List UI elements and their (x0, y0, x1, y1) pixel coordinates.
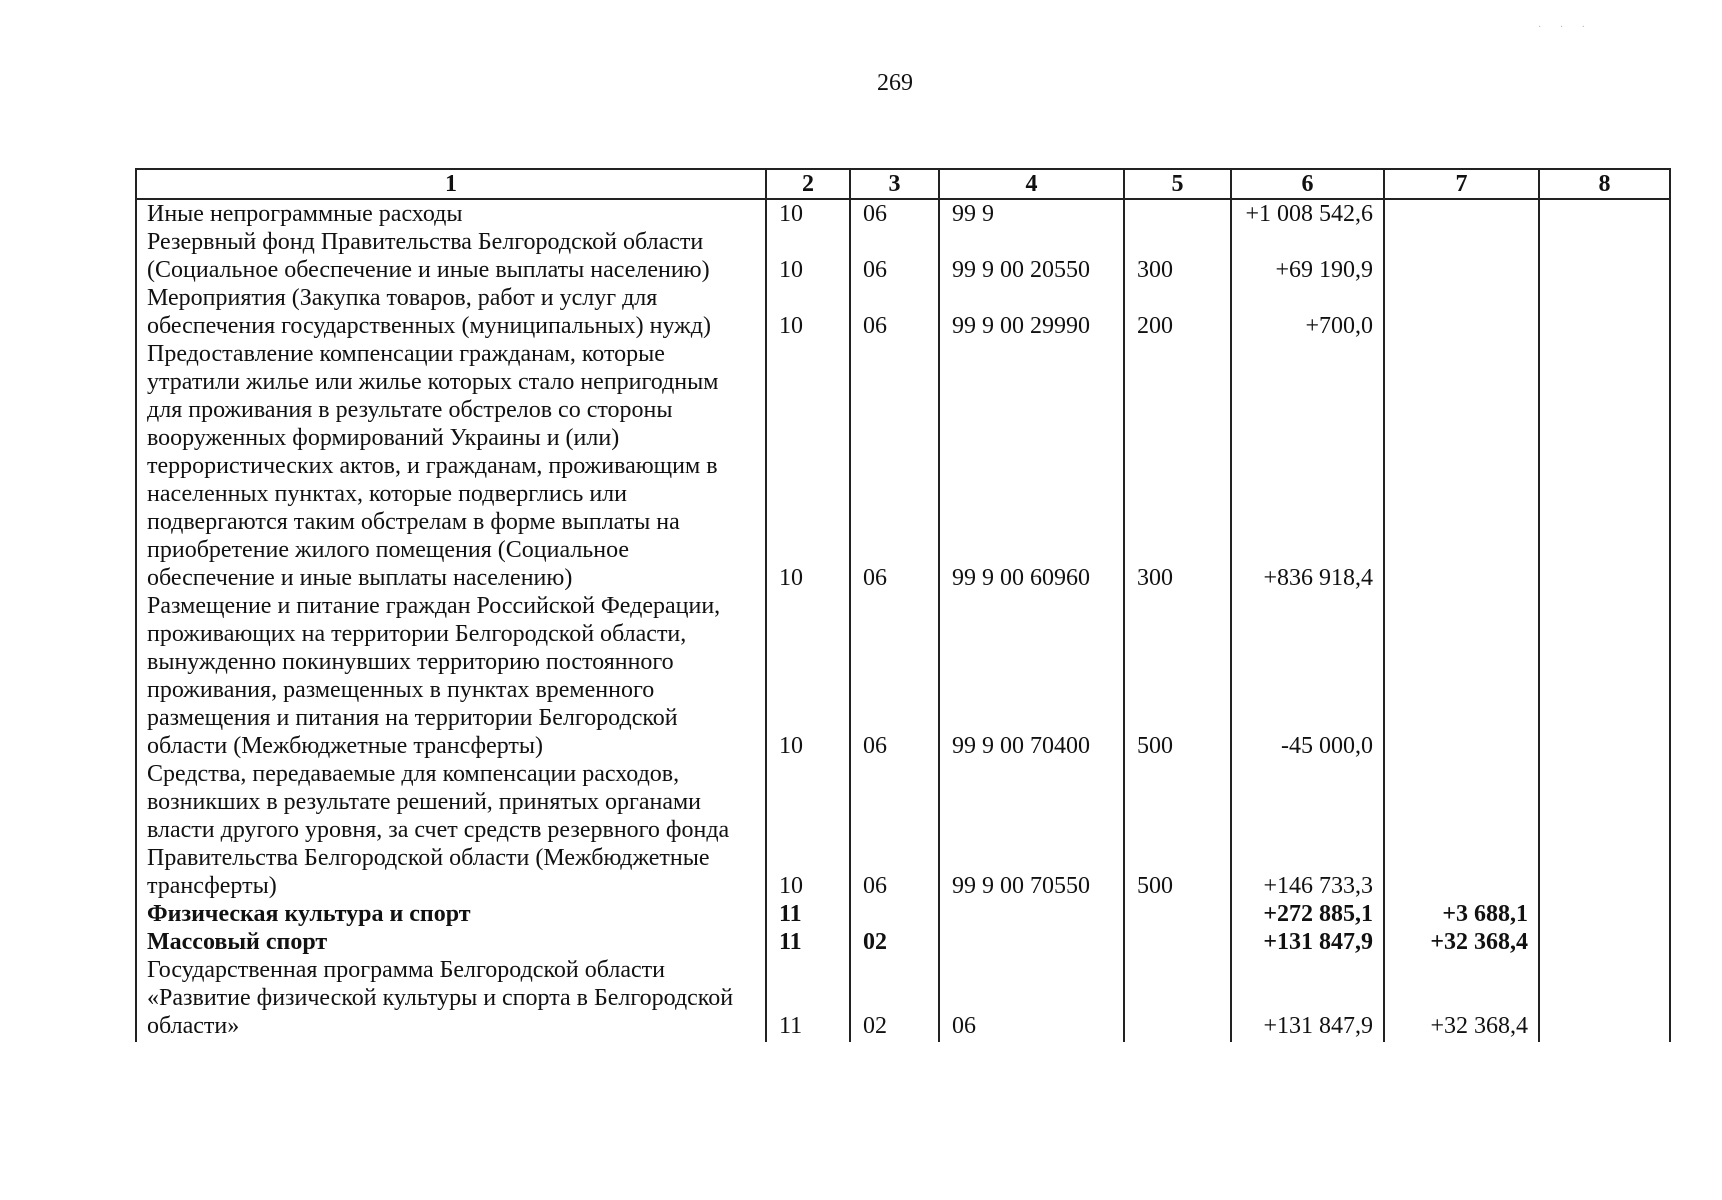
row-section: 11 (766, 928, 850, 956)
row-amount-col7 (1384, 592, 1539, 760)
row-amount-col6: +131 847,9 (1231, 928, 1384, 956)
row-subsection: 02 (850, 928, 939, 956)
row-description: Предоставление компенсации гражданам, которые утратили жилье или жилье которых стало непригодным для проживания в результате обстрелов со стороны вооруженных формирований Украины и (или) террористических актов, и гражданам, проживающим в населенных пунктах, которые подверглись или подвергаются таким обстрелам в форме выплаты на приобретение жилого помещения (Социальное обеспечение и иные выплаты населению) (136, 340, 766, 592)
table-row (136, 956, 1670, 1042)
header-col-4: 4 (939, 169, 1124, 199)
row-expense-type: 500 (1124, 760, 1231, 900)
row-section: 10 (766, 760, 850, 900)
header-col-7: 7 (1384, 169, 1539, 199)
row-amount-col8 (1539, 956, 1670, 1042)
row-section: 10 (766, 284, 850, 340)
row-subsection: 06 (850, 592, 939, 760)
row-subsection: 02 (850, 956, 939, 1042)
row-target-article: 99 9 00 20550 (939, 228, 1124, 284)
header-col-8: 8 (1539, 169, 1670, 199)
row-subsection: 06 (850, 284, 939, 340)
row-subsection: 06 (850, 199, 939, 228)
budget-table (135, 168, 1671, 1042)
row-amount-col7 (1384, 228, 1539, 284)
row-amount-col6: -45 000,0 (1231, 592, 1384, 760)
row-expense-type (1124, 900, 1231, 928)
row-expense-type (1124, 199, 1231, 228)
row-amount-col7: +3 688,1 (1384, 900, 1539, 928)
row-amount-col6: +69 190,9 (1231, 228, 1384, 284)
row-description: Государственная программа Белгородской области «Развитие физической культуры и спорта в Белгородской области» (136, 956, 766, 1042)
page-number: 269 (877, 70, 913, 96)
row-amount-col8 (1539, 592, 1670, 760)
row-subsection: 06 (850, 340, 939, 592)
table-row (136, 228, 1670, 284)
row-amount-col6: +131 847,9 (1231, 956, 1384, 1042)
row-section: 11 (766, 900, 850, 928)
header-col-5: 5 (1124, 169, 1231, 199)
row-section: 11 (766, 956, 850, 1042)
row-amount-col8 (1539, 228, 1670, 284)
table-header-row (136, 169, 1670, 199)
row-amount-col6: +1 008 542,6 (1231, 199, 1384, 228)
row-amount-col6: +700,0 (1231, 284, 1384, 340)
table-row (136, 199, 1670, 228)
row-section: 10 (766, 592, 850, 760)
row-expense-type: 300 (1124, 340, 1231, 592)
row-amount-col7 (1384, 199, 1539, 228)
scan-specks: · · · (1538, 22, 1593, 33)
row-amount-col8 (1539, 928, 1670, 956)
row-amount-col8 (1539, 760, 1670, 900)
row-expense-type: 300 (1124, 228, 1231, 284)
row-target-article: 99 9 00 60960 (939, 340, 1124, 592)
row-target-article: 99 9 (939, 199, 1124, 228)
row-section: 10 (766, 340, 850, 592)
row-description: Средства, передаваемые для компенсации расходов, возникших в результате решений, принятых органами власти другого уровня, за счет средств резервного фонда Правительства Белгородской области (Межбюджетные трансферты) (136, 760, 766, 900)
row-amount-col7 (1384, 760, 1539, 900)
row-subsection: 06 (850, 228, 939, 284)
row-expense-type (1124, 956, 1231, 1042)
row-subsection (850, 900, 939, 928)
row-expense-type: 500 (1124, 592, 1231, 760)
row-target-article: 99 9 00 70550 (939, 760, 1124, 900)
row-description: Иные непрограммные расходы (136, 199, 766, 228)
row-target-article: 99 9 00 70400 (939, 592, 1124, 760)
table-row (136, 928, 1670, 956)
row-expense-type (1124, 928, 1231, 956)
row-amount-col6: +836 918,4 (1231, 340, 1384, 592)
row-target-article (939, 900, 1124, 928)
table-body (136, 199, 1670, 1042)
row-section: 10 (766, 228, 850, 284)
row-description: Массовый спорт (136, 928, 766, 956)
header-col-6: 6 (1231, 169, 1384, 199)
row-expense-type: 200 (1124, 284, 1231, 340)
row-description: Размещение и питание граждан Российской Федерации, проживающих на территории Белгородской области, вынужденно покинувших территорию постоянного проживания, размещенных в пунктах временного размещения и питания на территории Белгородской области (Межбюджетные трансферты) (136, 592, 766, 760)
row-target-article (939, 928, 1124, 956)
table-row (136, 760, 1670, 900)
row-subsection: 06 (850, 760, 939, 900)
row-amount-col6: +146 733,3 (1231, 760, 1384, 900)
row-description: Мероприятия (Закупка товаров, работ и услуг для обеспечения государственных (муниципальных) нужд) (136, 284, 766, 340)
row-amount-col8 (1539, 199, 1670, 228)
header-col-3: 3 (850, 169, 939, 199)
table-row (136, 284, 1670, 340)
row-amount-col7: +32 368,4 (1384, 956, 1539, 1042)
table-row (136, 592, 1670, 760)
row-amount-col7 (1384, 340, 1539, 592)
row-amount-col6: +272 885,1 (1231, 900, 1384, 928)
row-target-article: 99 9 00 29990 (939, 284, 1124, 340)
row-amount-col8 (1539, 340, 1670, 592)
header-col-2: 2 (766, 169, 850, 199)
row-amount-col7 (1384, 284, 1539, 340)
header-col-1: 1 (136, 169, 766, 199)
table-row (136, 900, 1670, 928)
row-amount-col8 (1539, 900, 1670, 928)
row-section: 10 (766, 199, 850, 228)
row-target-article: 06 (939, 956, 1124, 1042)
row-amount-col7: +32 368,4 (1384, 928, 1539, 956)
row-amount-col8 (1539, 284, 1670, 340)
row-description: Резервный фонд Правительства Белгородской области (Социальное обеспечение и иные выплаты населению) (136, 228, 766, 284)
row-description: Физическая культура и спорт (136, 900, 766, 928)
table-row (136, 340, 1670, 592)
